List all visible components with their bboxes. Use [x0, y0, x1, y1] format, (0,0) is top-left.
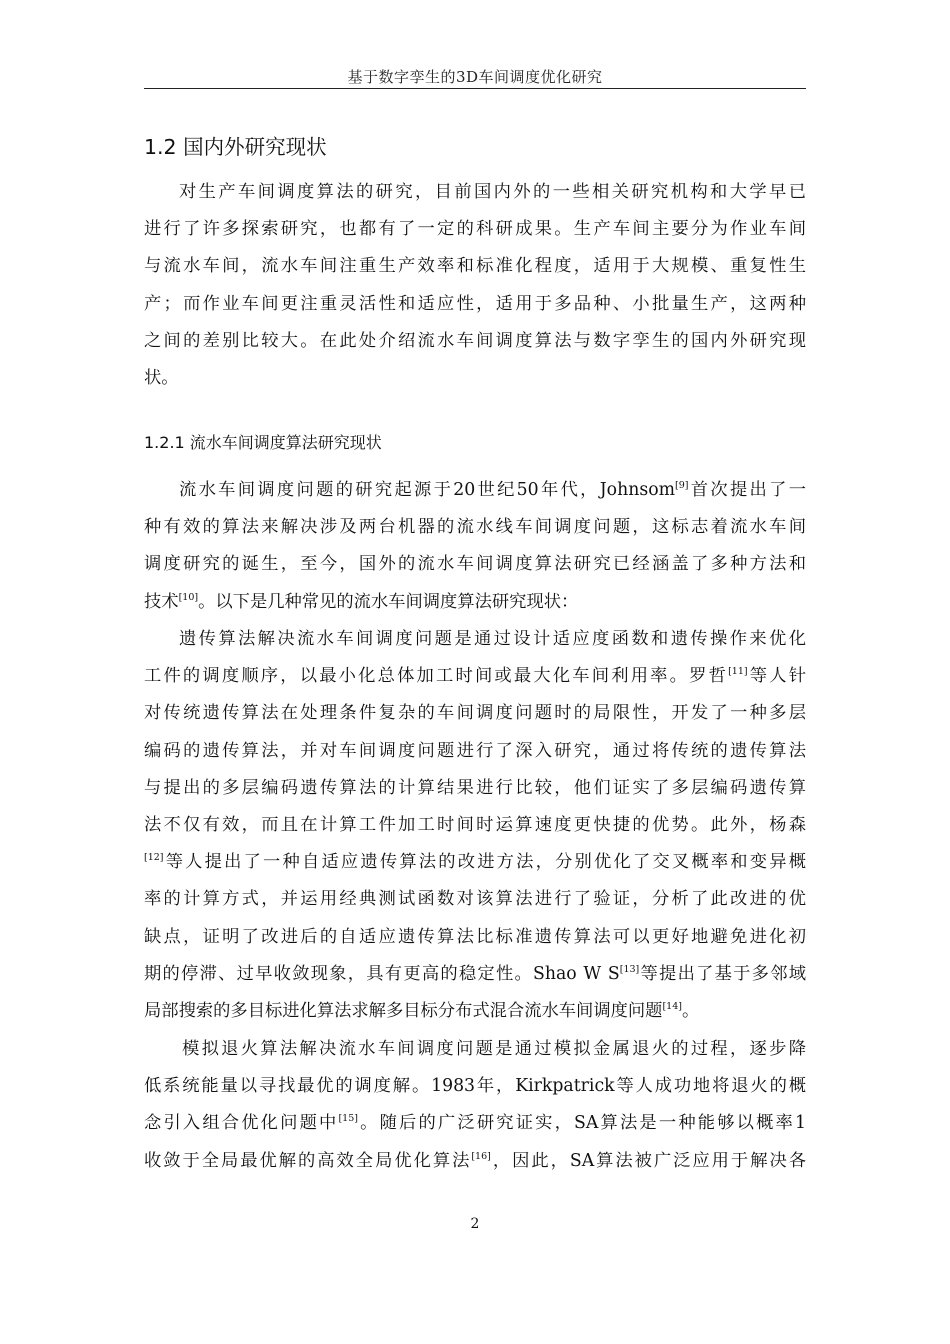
- text-line: [144, 956, 806, 993]
- text-line: 遗传算法解决流水车间调度问题是通过设计适应度函数和遗传操作来优化: [179, 629, 806, 649]
- citation: [16]: [471, 1150, 491, 1162]
- text-segment: 等提出了基于多邻域: [639, 963, 806, 984]
- text-line: 对传统遗传算法在处理条件复杂的车间调度问题时的局限性，开发了一种多层: [144, 703, 806, 724]
- text-segment: 局部搜索的多目标进化算法求解多目标分布式混合流水车间调度问题: [144, 1000, 663, 1021]
- text-segment: 。以下是几种常见的流水车间调度算法研究现状：: [198, 591, 579, 612]
- text-line: 与流水车间，流水车间注重生产效率和标准化程度，适用于大规模、重复性生: [144, 256, 806, 277]
- text-line: [144, 472, 806, 509]
- subsection-heading: 1.2.1 流水车间调度算法研究现状: [144, 433, 382, 452]
- citation: [13]: [619, 963, 640, 975]
- text-line: [144, 993, 806, 1030]
- text-segment: 念引入组合优化问题中: [144, 1113, 339, 1134]
- text-segment: 等人针: [747, 666, 806, 687]
- citation: [10]: [178, 591, 199, 603]
- text-segment: 工件的调度顺序，以最小化总体加工时间或最大化车间利用率。罗哲: [144, 666, 729, 687]
- text-segment: ，因此，SA算法被广泛应用于解决各: [490, 1150, 806, 1171]
- text-line: [144, 658, 806, 695]
- citation: [12]: [144, 852, 164, 864]
- text-segment: 首次提出了一: [688, 480, 806, 500]
- text-segment: 技术: [144, 591, 179, 612]
- text-line: 低系统能量以寻找最优的调度解。1983年，Kirkpatrick等人成功地将退火的概: [144, 1076, 806, 1097]
- paragraph-simulated-annealing: [144, 1031, 806, 1180]
- text-line: 率的计算方式，并运用经典测试函数对该算法进行了验证，分析了此改进的优: [144, 889, 806, 910]
- text-line: [144, 844, 806, 881]
- text-line: 进行了许多探索研究，也都有了一定的科研成果。生产车间主要分为作业车间: [144, 219, 806, 240]
- text-segment: 期的停滞、过早收敛现象，具有更高的稳定性。Shao W S: [144, 963, 620, 984]
- text-line: 法不仅有效，而且在计算工件加工时间时运算速度更快捷的优势。此外，杨森: [144, 814, 806, 835]
- text-line: 缺点，证明了改进后的自适应遗传算法比标准遗传算法可以更好地避免进化初: [144, 926, 806, 947]
- citation: [11]: [728, 666, 748, 678]
- text-segment: 。随后的广泛研究证实，SA算法是一种能够以概率1: [357, 1113, 806, 1134]
- header-rule: [144, 88, 806, 89]
- text-line: [144, 584, 806, 621]
- page-number: 2: [470, 1216, 480, 1232]
- text-segment: 收敛于全局最优解的高效全局优化算法: [144, 1150, 472, 1171]
- text-line: 对生产车间调度算法的研究，目前国内外的一些相关研究机构和大学早已: [179, 182, 806, 202]
- text-segment: 流水车间调度问题的研究起源于20世纪50年代，Johnsom: [179, 480, 675, 500]
- paragraph-origin: [144, 472, 806, 621]
- section-heading: 1.2 国内外研究现状: [144, 135, 327, 159]
- text-line: 调度研究的诞生，至今，国外的流水车间调度算法研究已经涵盖了多种方法和: [144, 554, 806, 575]
- citation: [9]: [675, 480, 689, 491]
- text-line: 种有效的算法来解决涉及两台机器的流水线车间调度问题，这标志着流水车间: [144, 517, 806, 538]
- text-line: 与提出的多层编码遗传算法的计算结果进行比较，他们证实了多层编码遗传算: [144, 777, 806, 798]
- text-segment: 等人提出了一种自适应遗传算法的改进方法，分别优化了交叉概率和变异概: [163, 852, 806, 873]
- citation: [14]: [662, 1000, 682, 1012]
- running-header: 基于数字孪生的3D车间调度优化研究: [347, 68, 603, 86]
- text-line: 编码的遗传算法，并对车间调度问题进行了深入研究，通过将传统的遗传算法: [144, 740, 806, 761]
- text-segment: 。: [681, 1000, 700, 1021]
- citation: [15]: [338, 1113, 358, 1125]
- text-line: 产；而作业车间更注重灵活性和适应性，适用于多品种、小批量生产，这两种: [144, 293, 806, 314]
- text-line: 状。: [144, 367, 179, 388]
- text-line: [144, 1105, 806, 1142]
- paragraph-genetic-algorithm: [144, 621, 806, 1030]
- paragraph-intro: [144, 174, 806, 397]
- text-line: [144, 1143, 806, 1180]
- text-line: 模拟退火算法解决流水车间调度问题是通过模拟金属退火的过程，逐步降: [182, 1039, 806, 1059]
- text-line: 之间的差别比较大。在此处介绍流水车间调度算法与数字孪生的国内外研究现: [144, 330, 806, 351]
